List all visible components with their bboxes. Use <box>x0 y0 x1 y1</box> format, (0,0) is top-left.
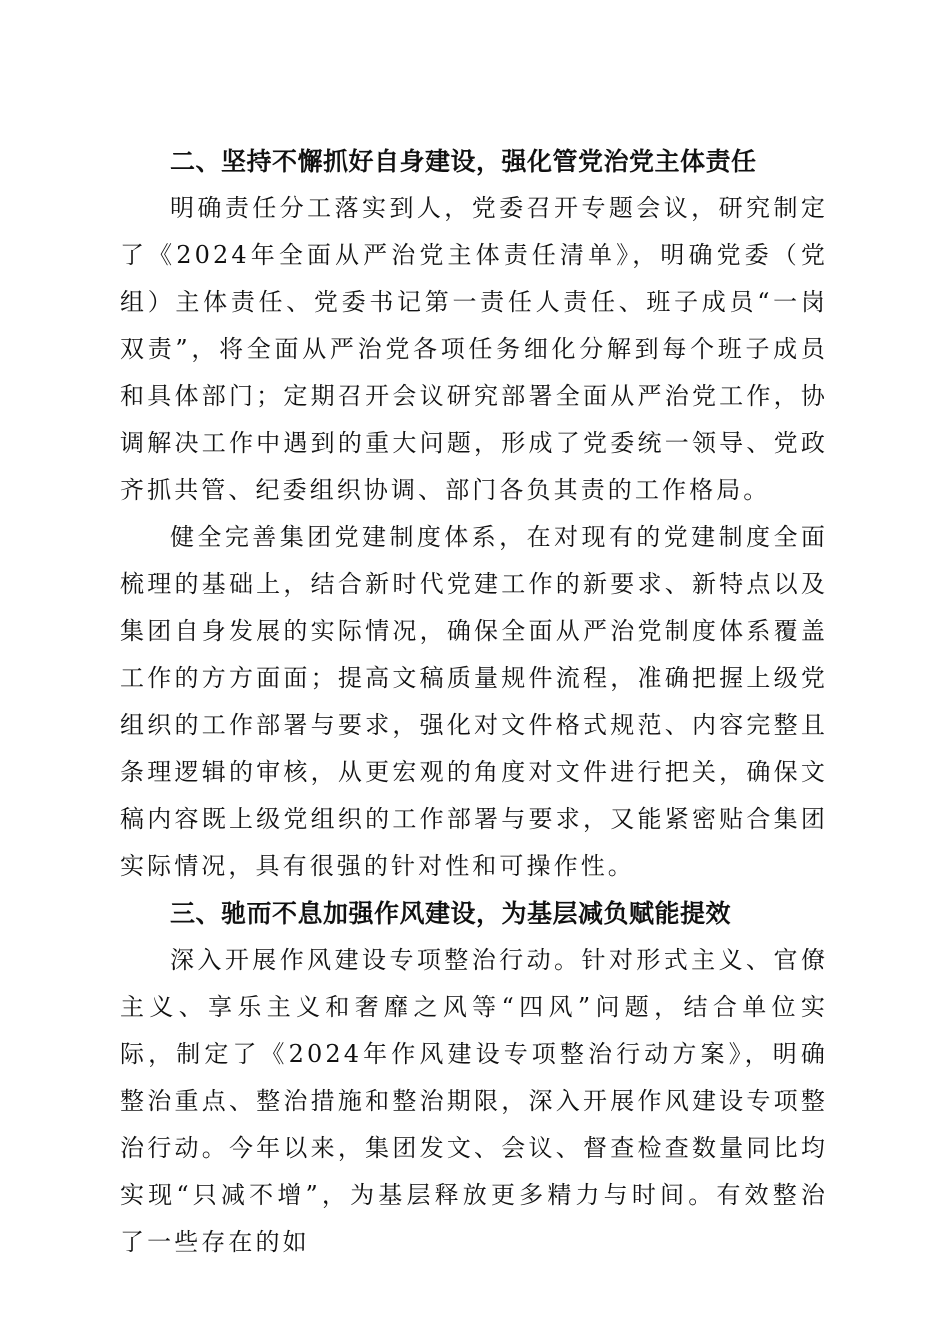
section-heading-2: 二、坚持不懈抓好自身建设，强化管党治党主体责任 <box>170 147 757 176</box>
document-body <box>120 138 828 1266</box>
paragraph-work-style: 深入开展作风建设专项整治行动。针对形式主义、官僚主义、享乐主义和奢靡之风等“四风”问题，结合单位实际，制定了《2024年作风建设专项整治行动方案》，明确整治重点、整治措施和整治期限，深入开展作风建设专项整治行动。今年以来，集团发文、会议、督查检查数量同比均实现“只减不增”，为基层释放更多精力与时间。有效整治了一些存在的如 <box>120 946 828 1256</box>
paragraph-party-system: 健全完善集团党建制度体系，在对现有的党建制度全面梳理的基础上，结合新时代党建工作的新要求、新特点以及集团自身发展的实际情况，确保全面从严治党制度体系覆盖工作的方方面面；提高文稿质量规件流程，准确把握上级党组织的工作部署与要求，强化对文件格式规范、内容完整且条理逻辑的审核，从更宏观的角度对文件进行把关，确保文稿内容既上级党组织的工作部署与要求，又能紧密贴合集团实际情况，具有很强的针对性和可操作性。 <box>120 523 828 880</box>
paragraph-responsibility: 明确责任分工落实到人，党委召开专题会议，研究制定了《2024年全面从严治党主体责任清单》，明确党委（党组）主体责任、党委书记第一责任人责任、班子成员“一岗双责”，将全面从严治党各项任务细化分解到每个班子成员和具体部门；定期召开会议研究部署全面从严治党工作，协调解决工作中遇到的重大问题，形成了党委统一领导、党政齐抓共管、纪委组织协调、部门各负其责的工作格局。 <box>120 194 828 504</box>
section-heading-3: 三、驰而不息加强作风建设，为基层减负赋能提效 <box>170 899 732 928</box>
